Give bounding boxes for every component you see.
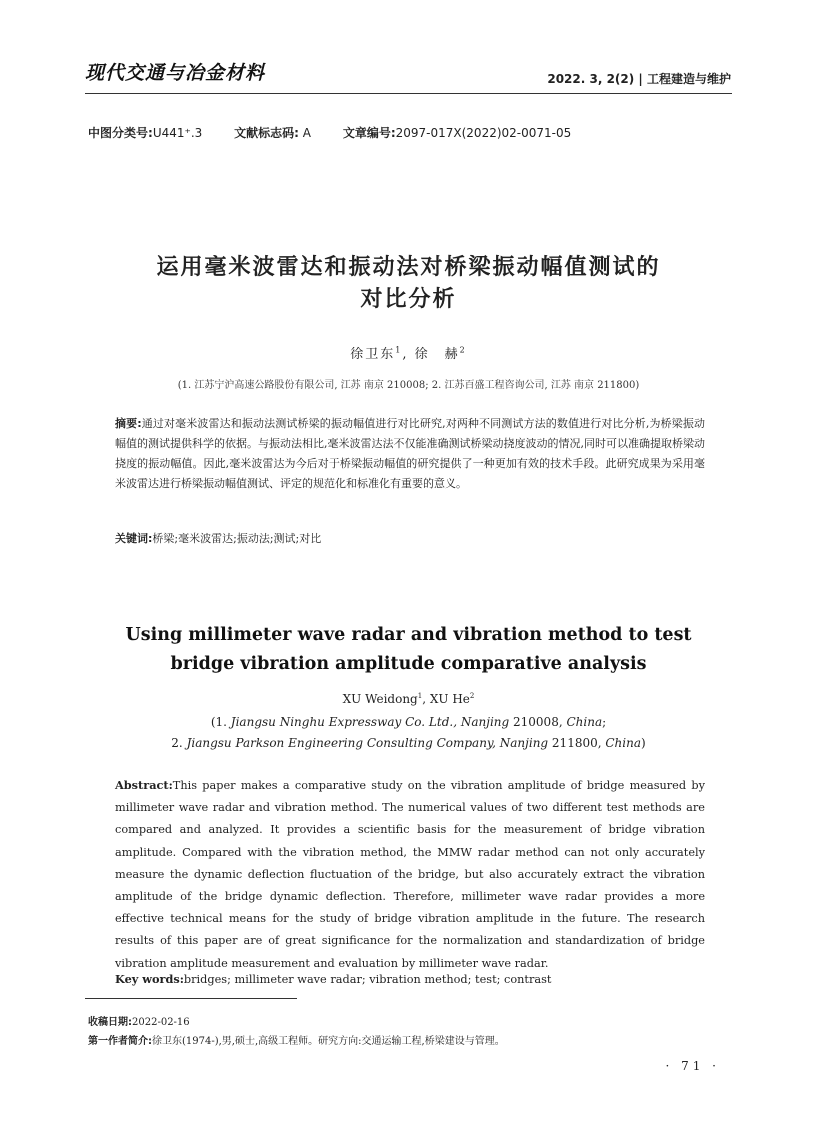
- affil-country2: China: [605, 736, 642, 750]
- page-number: · 71 ·: [665, 1059, 720, 1073]
- keywords-en: [115, 972, 705, 986]
- doc-code-label: 文献标志码:: [234, 126, 299, 140]
- affiliation-en-line1: [85, 712, 732, 733]
- affil-close: ): [641, 736, 646, 750]
- keywords-en-label: Key words:: [115, 972, 184, 986]
- affiliation-en-line2: [85, 733, 732, 754]
- article-no-value: 2097-017X(2022)02-0071-05: [395, 126, 572, 140]
- abstract-zh: [115, 414, 705, 494]
- author-2-zh: 徐 赫: [414, 347, 460, 362]
- keywords-zh: [115, 530, 705, 546]
- authors-zh: [85, 343, 732, 362]
- author-1-en-sup: 1: [417, 692, 423, 700]
- abstract-zh-text: 通过对毫米波雷达和振动法测试桥梁的振动幅值进行对比研究,对两种不同测试方法的数值进行对比分析,为桥梁振动幅值的测试提供科学的依据。与振动法相比,毫米波雷达法不仅能准确测试桥梁动挠度波动的情况,同时可以准确提取桥梁动挠度的振动幅值。因此,毫米波雷达为今后对于桥梁振动幅值的研究提供了一种更加有效的技术手段。此研究成果为采用毫米波雷达进行桥梁振动幅值测试、评定的规范化和标准化有重要的意义。: [115, 417, 705, 490]
- received-value: 2022-02-16: [132, 1017, 190, 1028]
- author-bio: [88, 1032, 505, 1047]
- bio-label: 第一作者简介:: [88, 1036, 152, 1047]
- clc-label: 中图分类号:: [88, 126, 153, 140]
- abstract-en-label: Abstract:: [115, 778, 173, 792]
- received-date: [88, 1013, 190, 1028]
- doc-code-value: A: [302, 126, 311, 140]
- journal-logo: 现代交通与冶金材料: [85, 62, 266, 84]
- affil-zip1: 210008,: [509, 715, 567, 729]
- clc-value: U441⁺.3: [152, 126, 203, 140]
- affil-tail1: ;: [602, 715, 607, 729]
- classification-line: [88, 124, 599, 141]
- author-1-en: XU Weidong: [342, 692, 418, 706]
- author-1-zh-sup: 1: [395, 345, 403, 355]
- author-1-zh: 徐卫东: [350, 347, 396, 362]
- affil-org1: Jiangsu Ninghu Expressway Co. Ltd.: [230, 715, 454, 729]
- title-en-line2: bridge vibration amplitude comparative analysis: [170, 654, 647, 674]
- abstract-zh-label: 摘要:: [115, 417, 142, 430]
- keywords-en-text: bridges; millimeter wave radar; vibration method; test; contrast: [183, 973, 552, 986]
- keywords-zh-label: 关键词:: [115, 532, 153, 545]
- affil-country1: China: [566, 715, 603, 729]
- affil-city1: , Nanjing: [453, 715, 510, 729]
- abstract-en-text: This paper makes a comparative study on the vibration amplitude of bridge measured by millimeter wave radar and vibration method. The numerical values of two different test methods are compared and analyzed. It provides a scientific basis for the measurement of bridge vibration amplitude. Compared with the vibration method, the MMW radar method can not only accurately measure the dynamic deflection fluctuation of the bridge, but also accurately extract the vibration amplitude of the bridge dynamic deflection. Therefore, millimeter wave radar provides a more effective technical means for the study of bridge vibration amplitude in the future. The research results of this paper are of great significance for the normalization and standardization of bridge vibration amplitude measurement and evaluation by millimeter wave radar.: [115, 779, 705, 970]
- title-en-line1: Using millimeter wave radar and vibration method to test: [125, 625, 692, 645]
- keywords-zh-text: 桥梁;毫米波雷达;振动法;测试;对比: [152, 532, 322, 545]
- title-zh: [85, 252, 732, 316]
- author-2-en-sup: 2: [469, 692, 475, 700]
- affil-open: (1.: [210, 715, 231, 729]
- footnote-rule: [85, 998, 297, 999]
- affil-zip2: 211800,: [548, 736, 606, 750]
- author-sep-zh: ,: [402, 347, 415, 362]
- authors-en: [85, 692, 732, 706]
- affiliation-en: [85, 712, 732, 754]
- title-en: [85, 621, 732, 679]
- issue-info: 2022. 3, 2(2) | 工程建造与维护: [547, 72, 731, 86]
- affil-num2: 2.: [171, 736, 187, 750]
- title-zh-line1: 运用毫米波雷达和振动法对桥梁振动幅值测试的: [156, 255, 661, 280]
- bio-value: 徐卫东(1974-),男,硕士,高级工程师。研究方向:交通运输工程,桥梁建设与管理。: [152, 1036, 505, 1047]
- received-label: 收稿日期:: [88, 1017, 132, 1028]
- header-rule: [85, 93, 732, 94]
- author-sep-en: ,: [422, 692, 430, 706]
- affiliation-zh: (1. 江苏宁沪高速公路股份有限公司, 江苏 南京 210008; 2. 江苏百盛工程咨询公司, 江苏 南京 211800): [177, 380, 640, 391]
- author-2-zh-sup: 2: [459, 345, 467, 355]
- affil-org2: Jiangsu Parkson Engineering Consulting Company: [186, 736, 493, 750]
- author-2-en: XU He: [429, 692, 470, 706]
- abstract-en: [115, 774, 705, 975]
- title-zh-line2: 对比分析: [360, 287, 457, 312]
- affil-city2: , Nanjing: [492, 736, 549, 750]
- article-no-label: 文章编号:: [342, 126, 396, 140]
